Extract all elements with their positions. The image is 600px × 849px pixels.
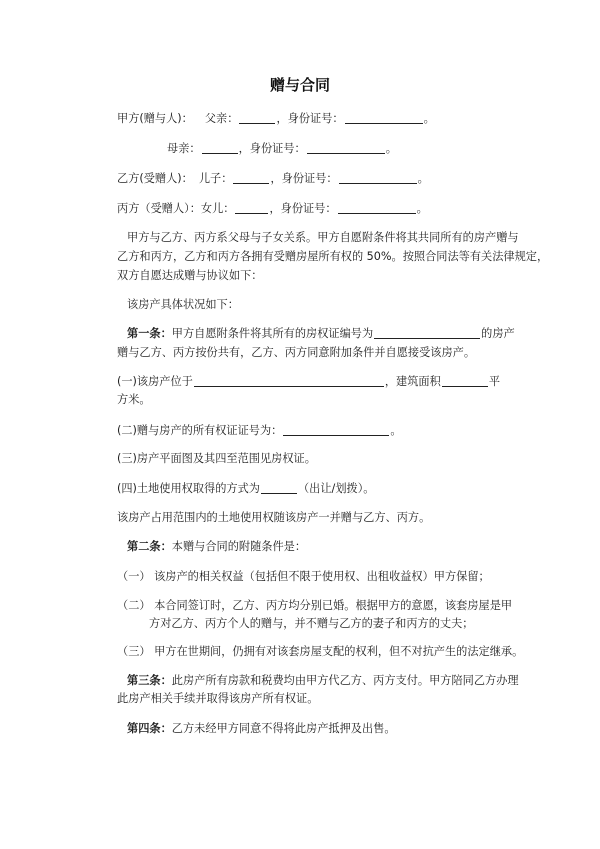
father-label: 父亲： [204,112,239,125]
father-id-blank[interactable] [345,112,423,124]
ownership-cert-no-blank[interactable] [283,424,389,436]
article-2-line: 第二条：本赠与合同的附随条件是： [127,540,307,553]
mother-label: 母亲： [167,142,201,155]
building-area-blank[interactable] [442,375,488,387]
contract-title: 赠与合同 [269,76,330,94]
party-a-label: 甲方(赠与人)： [117,112,193,125]
land-use-line: 该房产占用范围内的土地使用权随该房产一并赠与乙方、丙方。 [117,511,431,524]
article-1-line-1: 第一条：甲方自愿附条件将其所有的房权证编号为 的房产 [127,327,515,340]
condition-3: （三） 甲方在世期间，仍拥有对该套房屋支配的权利，但不对抗产生的法定继承。 [117,645,524,658]
son-name-blank[interactable] [233,172,269,184]
situation-line: 该房产具体状况如下： [127,298,239,311]
property-location-blank[interactable] [194,375,384,387]
article-3-line-1: 第三条：此房产所有房款和税费均由甲方代乙方、丙方支付。甲方陪同乙方办理 [127,674,519,687]
article-1-line-2: 赠与乙方、丙方按份共有，乙方、丙方同意附加条件并自愿接受该房产。 [117,346,476,359]
item-2-line: (二)赠与房产的所有权证证号为： 。 [117,424,402,437]
article-4-line: 第四条：乙方未经甲方同意不得将此房产抵押及出售。 [127,722,396,735]
mother-id-blank[interactable] [307,142,385,154]
party-a-father-line: 甲方(赠与人)： 父亲： ，身份证号： 。 [117,112,435,125]
land-use-method-blank[interactable] [261,482,297,494]
article-3-line-2: 此房产相关手续并取得该房产所有权证。 [117,692,319,705]
condition-1: （一） 该房产的相关权益（包括但不限于使用权、出租收益权）甲方保留； [117,570,490,583]
item-1-line-1: (一)该房产位于 ，建筑面积 平 [117,375,501,388]
daughter-label: 女儿： [200,202,235,215]
intro-line-1: 甲方与乙方、丙方系父母与子女关系。甲方自愿附条件将其共同所有的房产赠与 [127,231,519,244]
party-c-label: 丙方（受赠人）： [117,202,201,215]
condition-2-line-1: （二） 本合同签订时，乙方、丙方均分别已婚。根据甲方的意愿，该套房屋是甲 [117,599,513,612]
daughter-id-blank[interactable] [338,202,416,214]
son-id-blank[interactable] [339,172,417,184]
condition-2-line-2: 方对乙方、丙方个人的赠与，并不赠与乙方的妻子和丙方的丈夫； [149,617,474,630]
article-3-label: 第三条： [127,674,172,687]
party-b-label: 乙方(受赠人)： [117,172,193,185]
property-cert-no-blank[interactable] [374,327,480,339]
daughter-name-blank[interactable] [235,202,268,214]
article-4-label: 第四条： [127,722,172,735]
party-c-line: 丙方（受赠人）：女儿： ，身份证号： 。 [117,202,428,215]
intro-line-3: 双方自愿达成赠与协议如下： [117,269,263,282]
party-a-mother-line: 母亲： ，身份证号： 。 [167,142,397,155]
item-4-line: (四)土地使用权取得的方式为 （出让/划拨）。 [117,482,375,495]
party-b-line: 乙方(受赠人)： 儿子： ，身份证号： 。 [117,172,429,185]
item-1-line-2: 方米。 [117,393,151,406]
father-name-blank[interactable] [239,112,275,124]
article-2-label: 第二条： [127,540,172,553]
item-3-line: (三)房产平面图及其四至范围见房权证。 [117,452,316,465]
mother-name-blank[interactable] [202,142,238,154]
intro-line-2: 乙方和丙方，乙方和丙方各拥有受赠房屋所有权的 50%。按照合同法等有关法律规定， [117,250,549,263]
article-1-label: 第一条： [127,327,172,340]
son-label: 儿子： [198,172,233,185]
